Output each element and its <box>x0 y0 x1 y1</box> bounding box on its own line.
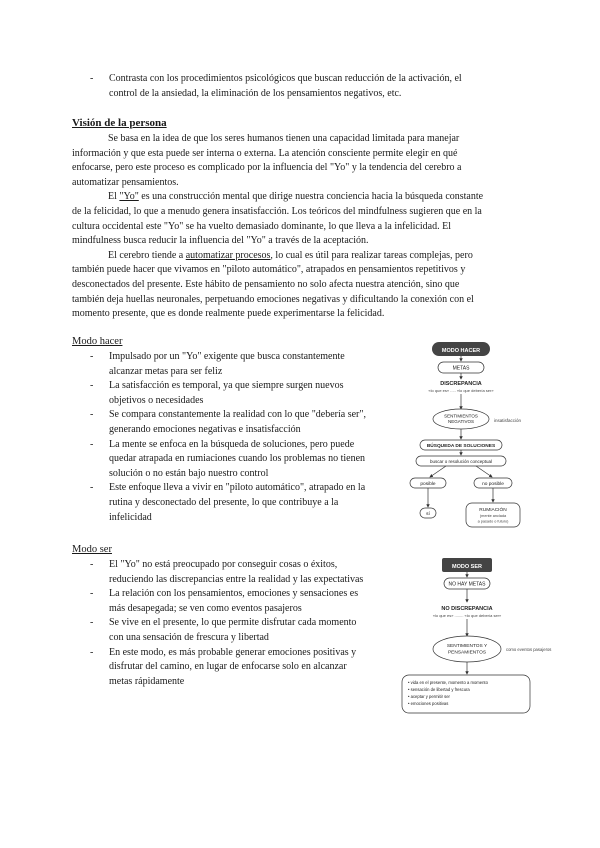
text-line: momento presente, que es donde realmente puede experimentarse la felicidad. <box>72 308 385 320</box>
modo-hacer-header: MODO HACER <box>441 348 481 354</box>
section-title: Visión de la persona <box>72 117 167 129</box>
text-span: es una construcción mental que dirige nuestra conciencia hacia la búsqueda constante <box>138 191 484 203</box>
text-line: reduciendo las discrepancias entre la realidad y las expectativas <box>109 573 364 585</box>
yes-label: sí <box>426 512 430 517</box>
text-line: La relación con los pensamientos, emociones y sensaciones es <box>109 588 359 600</box>
modo-hacer-diagram <box>398 338 538 538</box>
modo-ser-diagram <box>396 554 552 719</box>
text-line: Este enfoque lleva a vivir en "piloto automático", atrapado en la <box>109 482 366 494</box>
modo-ser-header: MODO SER <box>452 564 482 570</box>
text-line: La mente se enfoca en la búsqueda de soluciones, pero puede <box>109 438 355 450</box>
text-span: El <box>108 191 120 203</box>
list-item: - El "Yo" no está preocupado por conseguir cosas o éxitos, reduciendo las discrepancias entre la realidad y las expectativas <box>90 558 410 587</box>
text-line: desconectados del presente. Este hábito de pensamiento no solo afecta nuestra atención, sino que <box>72 278 460 290</box>
list-item: - En este modo, es más probable generar emociones positivas y disfrutar del camino, en lugar de enfocarse solo en alcanzar metas rápidamente <box>90 646 410 690</box>
text-line: de la felicidad, lo que a menudo genera insatisfacción. Los teóricos del mindfulness sugieren que en la <box>72 205 482 217</box>
text-line: también puede hacer que vivamos en "piloto automático", atrapados en pensamientos repetitivos y <box>72 264 466 276</box>
benefit-item: • sensación de libertad y frescura <box>408 687 470 692</box>
text-line: alcanzar metas para ser feliz <box>109 365 223 377</box>
text-line: cultura occidental este "Yo" se ha vuelto demasiado dominante, lo que lleva a la infelicidad. El <box>72 220 451 232</box>
modo-ser-list <box>90 558 410 689</box>
list-item: - Este enfoque lleva a vivir en "piloto automático", atrapado en la rutina y desconectado del presente, lo que contribuye a la infelicidad <box>90 481 410 525</box>
sentimientos-ellipse <box>433 636 501 662</box>
busqueda-label: BÚSQUEDA DE SOLUCIONES <box>426 444 496 449</box>
list-item: - Se vive en el presente, lo que permite disfrutar cada momento con una sensación de frescura y libertad <box>90 616 410 645</box>
text-line: solución o no están bajo nuestro control <box>109 467 269 479</box>
text-line: Se compara constantemente la realidad con lo que "debería ser", <box>109 409 366 421</box>
list-item: - La mente se enfoca en la búsqueda de soluciones, pero puede quedar atrapada en rumiaciones cuando los problemas no tienen solución o no están bajo nuestro control <box>90 438 410 482</box>
metas-label: METAS <box>452 365 470 372</box>
text-line: más desapegada; se ven como eventos pasajeros <box>109 602 302 614</box>
list-item: - Se compara constantemente la realidad con lo que "debería ser", generando emociones negativas e insatisfacción <box>90 408 410 437</box>
text-line: información y que esta puede ser interna o externa. La atención consciente permite elegir en qué <box>72 147 458 159</box>
rumiacion-line: RUMIACIÓN <box>479 508 507 513</box>
text-line: En este modo, es más probable generar emociones positivas y <box>109 646 357 658</box>
benefit-item: • emociones positivas <box>408 701 449 706</box>
benefit-item: • aceptar y permitir ser <box>408 694 450 699</box>
sentimientos-line: NEGATIVOS <box>448 419 474 424</box>
text-line: control de la ansiedad, la eliminación de los pensamientos negativos, etc. <box>109 87 402 99</box>
no-metas-label: NO HAY METAS <box>448 581 486 588</box>
bullet-dash: - <box>90 73 94 84</box>
text-line: rutina y desconectado del presente, lo que contribuye a la <box>109 496 339 508</box>
list-item: - Impulsado por un "Yo" exigente que busca constantemente alcanzar metas para ser feliz <box>90 350 410 379</box>
no-discrepancia-label: NO DISCREPANCIA <box>441 606 493 612</box>
text-line: La satisfacción es temporal, ya que siempre surgen nuevos <box>109 380 344 392</box>
text-line: metas rápidamente <box>109 675 185 687</box>
discrepancia-label: DISCREPANCIA <box>440 381 482 387</box>
connector <box>476 466 492 477</box>
text-line: disfrutar del camino, en lugar de enfocarse solo en alcanzar <box>109 661 347 673</box>
list-item: - La satisfacción es temporal, ya que siempre surgen nuevos objetivos o necesidades <box>90 379 410 408</box>
modo-hacer-list <box>90 350 410 525</box>
yo-term: "Yo" <box>119 191 139 203</box>
text-line <box>72 190 530 205</box>
rumiacion-line: (mente anclada <box>479 514 507 518</box>
discrepancia-sub: «lo que es» ..... «lo que debería ser» <box>428 388 494 393</box>
body-text <box>72 132 530 322</box>
text-line: automatizar pensamientos. <box>72 176 179 188</box>
text-line: objetivos o necesidades <box>109 394 204 406</box>
text-span: , lo cual es útil para realizar tareas complejas, pero <box>270 249 473 261</box>
posible-label: posible <box>420 482 436 487</box>
text-line: Se vive en el presente, lo que permite disfrutar cada momento <box>109 617 357 629</box>
benefit-item: • vida en el presente, momento a momento <box>408 680 488 685</box>
rumiacion-line: a pasado o futuro) <box>477 519 509 524</box>
text-line: Contrasta con los procedimientos psicológicos que buscan reducción de la activación, el <box>109 73 462 84</box>
sentimientos-line: PENSAMIENTOS <box>447 650 487 656</box>
text-line: con una sensación de frescura y libertad <box>109 631 269 643</box>
eventos-note: como eventos pasajeros <box>506 647 552 652</box>
text-line <box>72 249 530 264</box>
buscar-label: buscar o resolución conceptual <box>429 459 493 464</box>
text-line: El "Yo" no está preocupado por conseguir cosas o éxitos, <box>109 559 338 570</box>
text-line: enfocarse, pero este proceso es complicado por la influencia del "Yo" y la tendencia del cerebro a <box>72 162 462 174</box>
modo-hacer-title: Modo hacer <box>72 336 123 347</box>
text-line: quedar atrapada en rumiaciones cuando los problemas no tienen <box>109 453 366 465</box>
text-span: El cerebro tiende a <box>108 249 186 261</box>
no-discrepancia-sub: «lo que es» ........ «lo que debería ser» <box>432 613 502 618</box>
automatizar-term: automatizar procesos <box>185 249 271 261</box>
insatisfaccion-note: insatisfacción <box>494 418 522 423</box>
sentimientos-line: SENTIMIENTOS <box>444 413 478 419</box>
text-line: generando emociones negativas e insatisfacción <box>109 423 301 435</box>
text-line: Se basa en la idea de que los seres humanos tienen una capacidad limitada para manejar <box>108 133 460 144</box>
modo-ser-title: Modo ser <box>72 544 112 555</box>
text-line: mindfulness busca reducir la influencia del "Yo" a través de la aceptación. <box>72 235 369 247</box>
list-item: - La relación con los pensamientos, emociones y sensaciones es más desapegada; se ven como eventos pasajeros <box>90 587 410 616</box>
text-line: Impulsado por un "Yo" exigente que busca constantemente <box>109 351 345 362</box>
no-posible-label: no posible <box>482 482 504 487</box>
connector <box>430 466 446 477</box>
sentimientos-line: SENTIMIENTOS Y <box>446 644 488 649</box>
text-line: también deja huellas neuronales, perpetuando emociones negativas y dificultando la conexión con el <box>72 293 474 305</box>
text-line: infelicidad <box>109 511 152 523</box>
